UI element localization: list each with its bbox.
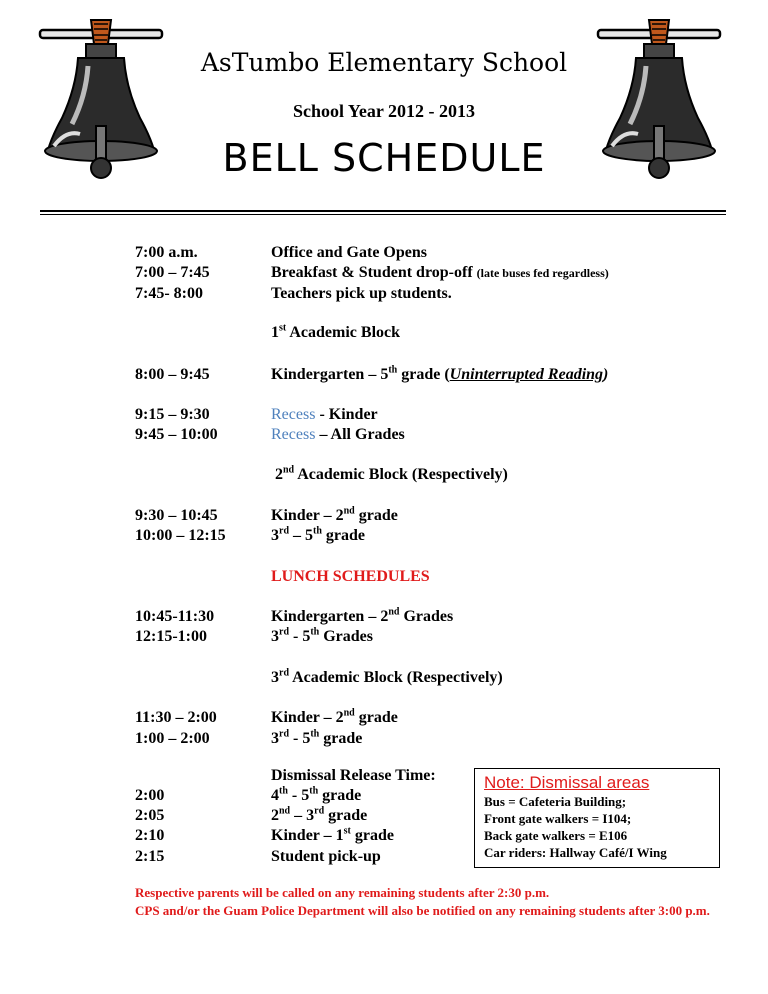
desc-breakfast: Breakfast & Student drop-off (late buses fed regardless) [271, 264, 609, 281]
desc-lunch-b: 3rd - 5th Grades [271, 626, 374, 645]
note-box [474, 768, 720, 868]
time-block3-b: 1:00 – 2:00 [135, 730, 210, 747]
time-dismiss-4: 2:15 [135, 848, 165, 865]
desc-pickup: Teachers pick up students. [271, 285, 452, 302]
time-lunch-a: 10:45-11:30 [135, 608, 215, 625]
desc-block3-a: Kinder – 2nd grade [271, 707, 398, 726]
footer-note-1: Respective parents will be called on any remaining students after 2:30 p.m. [135, 885, 550, 900]
desc-recess-all: Recess – All Grades [271, 426, 405, 443]
block1-heading: 1st Academic Block [271, 322, 401, 341]
school-year: School Year 2012 - 2013 [293, 101, 475, 121]
note-line: Back gate walkers = E106 [484, 828, 628, 843]
time-block1: 8:00 – 9:45 [135, 366, 210, 383]
desc-dismiss-3: Kinder – 1st grade [271, 825, 394, 844]
note-line: Front gate walkers = I104; [484, 811, 632, 826]
desc-block2-a: Kinder – 2nd grade [271, 505, 398, 524]
divider [40, 214, 726, 215]
time-recess-all: 9:45 – 10:00 [135, 426, 218, 443]
time-pickup: 7:45- 8:00 [135, 285, 203, 302]
breakfast-note: (late buses fed regardless) [476, 266, 609, 280]
time-lunch-b: 12:15-1:00 [135, 628, 207, 645]
desc-dismiss-2: 2nd – 3rd grade [271, 805, 368, 824]
time-office-open: 7:00 a.m. [135, 244, 198, 261]
note-line: Bus = Cafeteria Building; [484, 794, 627, 809]
desc-block2-b: 3rd – 5th grade [271, 525, 366, 544]
note-title: Note: Dismissal areas [484, 773, 650, 792]
divider [40, 210, 726, 212]
block2-heading: 2nd Academic Block (Respectively) [275, 464, 508, 483]
time-recess-kinder: 9:15 – 9:30 [135, 406, 210, 423]
block3-heading: 3rd Academic Block (Respectively) [271, 667, 503, 686]
desc-dismiss-1: 4th - 5th grade [271, 785, 362, 804]
school-name: AsTumbo Elementary School [200, 48, 568, 77]
dismissal-heading: Dismissal Release Time: [271, 767, 436, 784]
time-dismiss-1: 2:00 [135, 787, 165, 804]
desc-office-open: Office and Gate Opens [271, 244, 427, 261]
lunch-heading: LUNCH SCHEDULES [271, 568, 430, 585]
desc-block3-b: 3rd - 5th grade [271, 728, 363, 747]
desc-dismiss-4: Student pick-up [271, 848, 381, 865]
time-dismiss-3: 2:10 [135, 827, 165, 844]
desc-recess-kinder: Recess - Kinder [271, 406, 378, 423]
page-title: BELL SCHEDULE [222, 136, 546, 180]
time-block3-a: 11:30 – 2:00 [135, 709, 217, 726]
desc-lunch-a: Kindergarten – 2nd Grades [271, 606, 454, 625]
time-block2-a: 9:30 – 10:45 [135, 507, 218, 524]
footer-note-2: CPS and/or the Guam Police Department will also be notified on any remaining students after 3:00 p.m. [135, 903, 710, 918]
time-breakfast: 7:00 – 7:45 [135, 264, 210, 281]
time-block2-b: 10:00 – 12:15 [135, 527, 226, 544]
note-line: Car riders: Hallway Café/I Wing [484, 845, 667, 860]
time-dismiss-2: 2:05 [135, 807, 165, 824]
desc-block1: Kindergarten – 5th grade (Uninterrupted Reading) [271, 364, 609, 383]
